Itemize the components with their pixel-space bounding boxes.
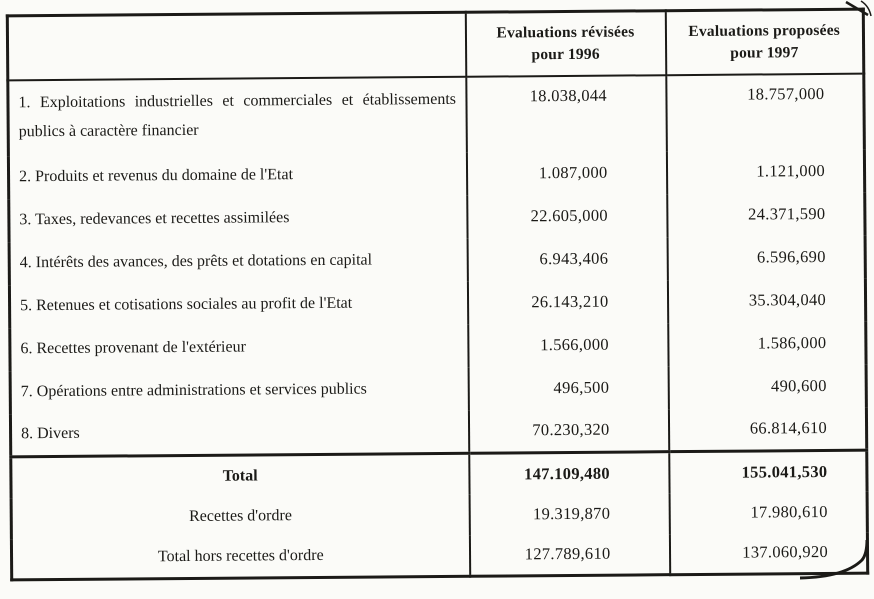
budget-evaluations-table (6, 8, 869, 582)
table-row (9, 278, 865, 328)
row-label: 4. Intérêts des avances, des prêts et dotations en capital (9, 238, 467, 285)
summary-label: Recettes d'ordre (11, 494, 469, 539)
value-1997: 137.060,920 (669, 532, 867, 575)
header-1996 (465, 11, 665, 77)
value-1997: 6.596,690 (667, 235, 865, 280)
table-row (8, 73, 865, 156)
value-1996: 147.109,480 (469, 452, 669, 495)
value-1997: 24.371,590 (667, 192, 865, 237)
table-row (10, 321, 866, 371)
value-1996: 19.319,870 (469, 493, 669, 536)
summary-row-total (11, 450, 867, 498)
row-label: 7. Opérations entre administrations et services publics (10, 367, 468, 414)
value-1996: 6.943,406 (467, 237, 667, 282)
value-1996: 496,500 (468, 366, 668, 411)
value-1996: 1.087,000 (466, 151, 666, 196)
value-1997: 35.304,040 (667, 278, 865, 323)
summary-label: Total hors recettes d'ordre (11, 535, 469, 580)
header-1996-line1: Evaluations révisées (496, 23, 635, 42)
value-1997: 490,600 (668, 364, 866, 409)
value-1996: 26.143,210 (467, 280, 667, 325)
value-1997: 1.586,000 (668, 321, 866, 366)
value-1997: 66.814,610 (668, 407, 866, 452)
header-empty-cell (7, 12, 465, 80)
row-label: 1. Exploitations industrielles et commerciales et établissements publics à caractère financier (8, 76, 467, 156)
value-1996: 1.566,000 (468, 323, 668, 368)
row-label: 6. Recettes provenant de l'extérieur (10, 324, 468, 371)
header-1997-line2: pour 1997 (730, 43, 799, 62)
summary-row-total-hors (11, 532, 867, 580)
value-1996: 70.230,320 (468, 409, 668, 454)
value-1996: 18.038,044 (466, 75, 667, 153)
row-label: 5. Retenues et cotisations sociales au profit de l'Etat (9, 281, 467, 328)
table-row (8, 149, 864, 199)
table-header-row (7, 9, 863, 80)
header-1997 (665, 9, 863, 75)
value-1997: 155.041,530 (669, 450, 867, 493)
summary-row-recettes-ordre (11, 491, 867, 539)
header-1996-line2: pour 1996 (531, 45, 600, 64)
value-1997: 17.980,610 (669, 491, 867, 534)
row-label: 2. Produits et revenus du domaine de l'Etat (8, 152, 466, 199)
summary-label: Total (11, 453, 469, 498)
table-row (9, 235, 865, 285)
table-row (10, 407, 866, 457)
header-1997-line1: Evaluations proposées (688, 21, 841, 41)
row-label: 8. Divers (10, 410, 468, 457)
value-1997: 18.757,000 (666, 73, 865, 151)
value-1997: 1.121,000 (666, 149, 864, 194)
value-1996: 127.789,610 (469, 534, 669, 577)
row-label: 3. Taxes, redevances et recettes assimilées (9, 195, 467, 242)
table-row (10, 364, 866, 414)
value-1996: 22.605,000 (467, 194, 667, 239)
table-row (9, 192, 865, 242)
